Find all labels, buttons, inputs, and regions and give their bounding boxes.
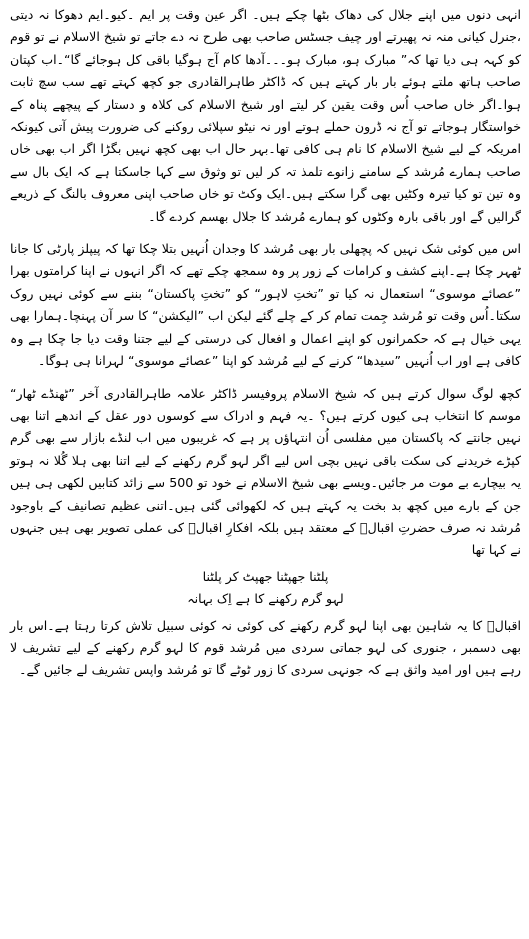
books-count: 500 [169, 475, 194, 491]
paragraph-2: اس میں کوئی شک نہیں کہ پچھلی بار بھی مُرشد کا وجدان اُنہیں بتلا چکا تھا کہ پیپلز پارٹی کا جانا ٹھہر چکا ہے۔اپنے کشف و کرامات کے زور پر وہ سمجھ چکے تھے کہ اگر انہوں نے اپنا کرامتوں بھرا ”عصائے موسوی“ استعمال نہ کیا تو ”تختِ لاہور“ کو ”تختِ پاکستان“ بننے سے کوئی نہیں روک سکتا۔اُس وقت تو مُرشد جِمت تمام کر کے چلے گئے لیکن اب ”الیکشن“ کا سر آن پہنچا۔ہمارا بھی یہی خیال ہے کہ حکمرانوں کو اپنے اعمال و افعال کی درستی کے لیے جتنا وقت دیا جا چکا ہے وہ کافی ہے اور اب اُنہیں ”سیدھا“ کرنے کے لیے مُرشد کو اپنا ”عصائے موسوی“ لہرانا ہی ہوگا۔ [10, 241, 521, 369]
verse-line-2: لہو گرم رکھنے کا ہے اِک بہانہ [187, 591, 344, 607]
paragraph-3-text-a: کچھ لوگ سوال کرتے ہیں کہ شیخ الاسلام پروفیسر ڈاکٹر علامہ طاہرالقادری آخر ”ٹھنڈے ٹھار“ موسم کا انتخاب ہی کیوں کرتے ہیں؟ ۔یہ فہم و ادراک سے کوسوں دور عقل کے اندھے اتنا بھی نہیں جانتے کہ پاکستان میں مفلسی اُن انتہاؤں پر ہے کہ غریبوں میں اب لنڈے بازار سے بھی گرم کپڑے خریدنے کی سکت باقی نہیں بچی اس لیے اگر لہو گرم رکھنے کے لیے اتنا بھی ہلا گُلا نہ ہوتو یہ بیچارے بے موت مر جائیں۔ویسے بھی شیخ الاسلام نے خود تو [10, 385, 521, 491]
paragraph-1: انہی دنوں میں اپنے جلال کی دھاک بٹھا چکے ہیں۔ اگر عین وقت پر ایم ۔کیو۔ایم دھوکا نہ دیتی ،جنرل کیانی منہ نہ پھیرتے اور چیف جسٹس صاحب بھی طرح نہ دے جاتے تو شیخ الاسلام نے تو قوم کو کہہ ہی دیا تھا کہ” مبارک ہو، مبارک ہو۔۔۔آدھا کام آج ہوگیا باقی کل ہوجائے گا“۔اب کپتان صاحب ہاتھ ملتے ہوئے بار بار کہتے ہیں کہ ڈاکٹر طاہرالقادری جو کچھ کہتے تھے سب سچ ثابت ہوا۔اگر خاں صاحب اُس وقت یقین کر لیتے اور شیخ الاسلام کی کلاہ و دستار کے پیچھے پناہ کے خواستگار ہوجاتے تو آج نہ ڈرون حملے ہوتے اور نہ نیٹو سپلائی روکنے کی ضرورت پیش آتی کیونکہ امریکہ کے لیے شیخ الاسلام کا نام ہی کافی تھا۔بہر حال اب بھی کچھ نہیں بگڑا اگر اب بھی خاں صاحب ہمارے مُرشد کے سامنے زانوے تلمذ تہ کر لیں تو وثوق سے کہا جاسکتا ہے کہ ایک بال سے وہ تین تو کیا تیرہ وکٹیں بھی گرا سکتے ہیں۔ایک وکٹ تو خاں صاحب اپنی معروف بالنگ کے ذریعے گرالیں گے اور باقی بارہ وکٹوں کو ہمارے مُرشد کا جلال بھسم کردے گا۔ [10, 7, 521, 224]
paragraph-3 [10, 383, 521, 562]
verse-couplet [10, 566, 521, 611]
paragraph-3-text-b: سے زائد کتابیں لکھی ہی ہیں جن کے بارے میں کچھ بد بخت یہ کہتے ہیں کہ لکھوائی گئی ہیں۔اتنی عظیم تصانیف کے باوجود مُرشد نہ صرف حضرتِ اقبالؒ کے معتقد ہیں بلکہ افکارِ اقبالؒ کی عملی تصویر بھی ہیں جنہوں نے کہا تھا [10, 475, 521, 558]
paragraph-4: اقبالؒ کا یہ شاہین بھی اپنا لہو گرم رکھنے کی کوئی نہ کوئی سبیل تلاش کرتا رہتا ہے۔اس بار بھی دسمبر ، جنوری کی لہو جماتی سردی میں مُرشد قوم کا لہو گرم رکھنے کے لیے تشریف لا رہے ہیں اور امید واثق ہے کہ جونہی سردی کا زور ٹوٹے گا تو مُرشد واپس تشریف لے جائیں گے۔ [10, 617, 521, 678]
verse-line-1: پلٹنا جھپٹنا جھپٹ کر پلٹنا [202, 568, 329, 584]
